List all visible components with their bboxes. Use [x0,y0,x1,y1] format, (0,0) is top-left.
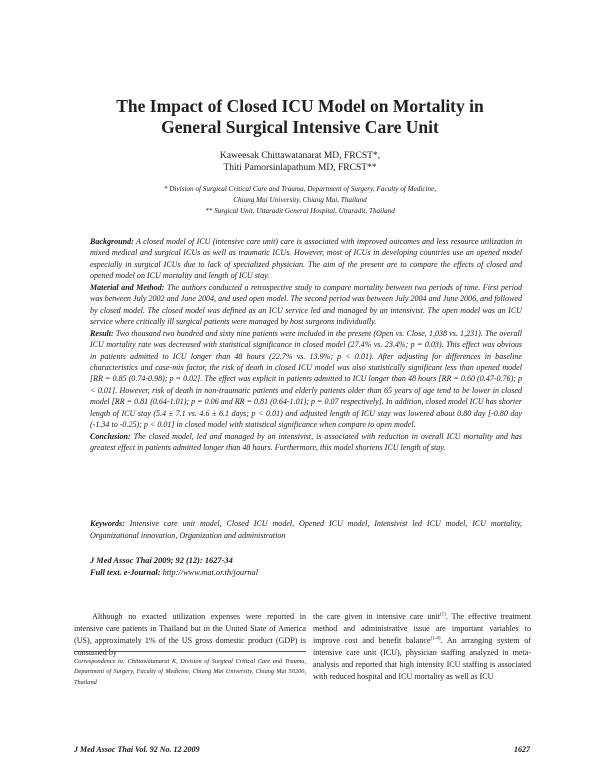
author-1: Kaweesak Chittawatanarat MD, FRCST*, [219,151,381,161]
method-heading: Material and Method: [90,282,165,292]
ref-1-4: (1-4) [430,636,441,642]
footer-journal: J Med Assoc Thai Vol. 92 No. 12 2009 [74,745,200,754]
background-heading: Background: [90,237,134,246]
abstract-method [90,282,522,328]
right-text-b: . The effective treatment method and administrative issue are important variables to improve cost and benefit balance [313,612,531,646]
author-list [150,150,450,174]
abstract-background [90,236,522,282]
body-column-right [313,611,531,684]
page-footer [74,745,530,754]
affiliation-2: ** Surgical Unit, Uttaradit General Hospital, Uttaradit, Thailand [205,207,395,215]
abstract [90,236,522,454]
right-text-a: the care given in intensive care unit [313,612,440,621]
keywords-heading: Keywords: [90,519,125,528]
body-column-left [74,611,306,659]
right-text-c: . An arranging system of intensive care unit (ICU), physician staffing analyzed in meta-analysis and reported that high intensity ICU staffing is associated with reduced hospital and ICU mortality as well as ICU [313,636,531,682]
keywords [90,518,522,541]
correspondence-note: Correspondence to: Chittawatanarat K, Division of Surgical Critical Care and Trauma, Department of Surgery, Faculty of Medicine, Chiang Mai University, Chiang Mai 50200, Thailand [74,658,306,686]
ref-1: (1) [439,612,446,618]
conclusion-heading: Conclusion: [90,431,131,441]
affiliation-1a: * Division of Surgical Critical Care and Trauma, Department of Surgery, Faculty of Medicine, [163,185,437,193]
journal-reference [90,555,522,579]
author-2: Thiti Pamorsinlapathum MD, FRCST** [223,163,377,173]
title-line-2: General Surgical Intensive Care Unit [161,117,439,137]
journal-citation: J Med Assoc Thai 2009; 92 (12): 1627-34 [90,556,233,565]
conclusion-text: The closed model, led and managed by an intensivist, is associated with reduction in overall ICU mortality and has greatest effect in patients admitted longer than 48 hours. Furthermore, this model shortens ICU length of stay. [90,431,523,453]
keywords-text: Intensive care unit model, Closed ICU model, Opened ICU model, Intensivist led ICU model, ICU mortality, Organizational innovation, Organization and administration [90,519,523,540]
background-text: A closed model of ICU (intensive care unit) care is associated with improved outcomes and less resource utilization in mixed medical and surgical ICUs as well as traumatic ICUs. However, most of ICUs in developing countries use an opened model especially in surgical ICUs due to lack of specialized physician. The aim of the present are to compare the effects of closed and opened model on ICU mortality and length of ICU stay. [90,237,522,281]
method-text: The authors conducted a retrospective study to compare mortality between two periods of time. First period was between July 2002 and June 2004, and used open model. The second period was between July 2004 and June 2006, and followed by closed model. The closed model was defined as an ICU service led and managed by an intensivist. The open model was an ICU service where critically ill surgical patients were managed by host surgeons individually. [90,282,522,327]
page-number: 1627 [514,745,530,754]
result-text: Two thousand two hundred and sixty nine patients were included in the present (Open vs. Close, 1,038 vs. 1,231). The overall ICU mortality rate was decreased with statistical significance in closed model (27.4% vs. 23.4%; p = 0.03). This effect was obvious in patients admitted to ICU longer than 48 hours (22.7% vs. 13.9%; p < 0.01). After adjusting for differences in baseline characteristics and case-mix factor, the risk of death in closed ICU model was also statistically significant less than opened model [RR = 0.85 (0.74-0.98); p = 0.02]. The effect was explicit in patients admitted to ICU longer than 48 hours [RR = 0.60 (0.47-0.76); p < 0.01]. However, risk of death in non-traumatic patients and elderly patients older than 65 years of age tend to be lower in closed model [RR = 0.81 (0.64-1.01); p = 0.06 and RR = 0.81 (0.64-1.01); p = 0.07 respectively]. In addition, closed model ICU has shorter length of ICU stay (5.4 ± 7.1 vs. 4.6 ± 6.1 days; p < 0.01) and adjusted length of ICU stay was lowered about 0.80 day [-0.80 day (-1.34 to -0.25); p < 0.01] in closed model with statistical significance when compare to open model. [90,328,522,430]
intro-paragraph: Although no exacted utilization expenses were reported in intensive care patients in Thailand but in the United State of America (US), approximately 1% of the US gross domestic product (GDP) is consumed by [74,612,306,658]
article-title [60,96,540,138]
abstract-conclusion [90,431,522,454]
title-line-1: The Impact of Closed ICU Model on Mortality in [116,96,484,116]
affiliations [90,184,510,217]
abstract-result [90,328,522,431]
fulltext-link[interactable]: http://www.mat.or.th/journal [162,568,259,577]
intro-paragraph-continued [313,611,531,684]
fulltext-label: Full text. e-Journal: [90,568,161,577]
affiliation-1b: Chiang Mai University, Chiang Mai, Thailand [233,196,367,204]
result-heading: Result: [90,328,114,338]
footnote-divider [74,651,306,652]
